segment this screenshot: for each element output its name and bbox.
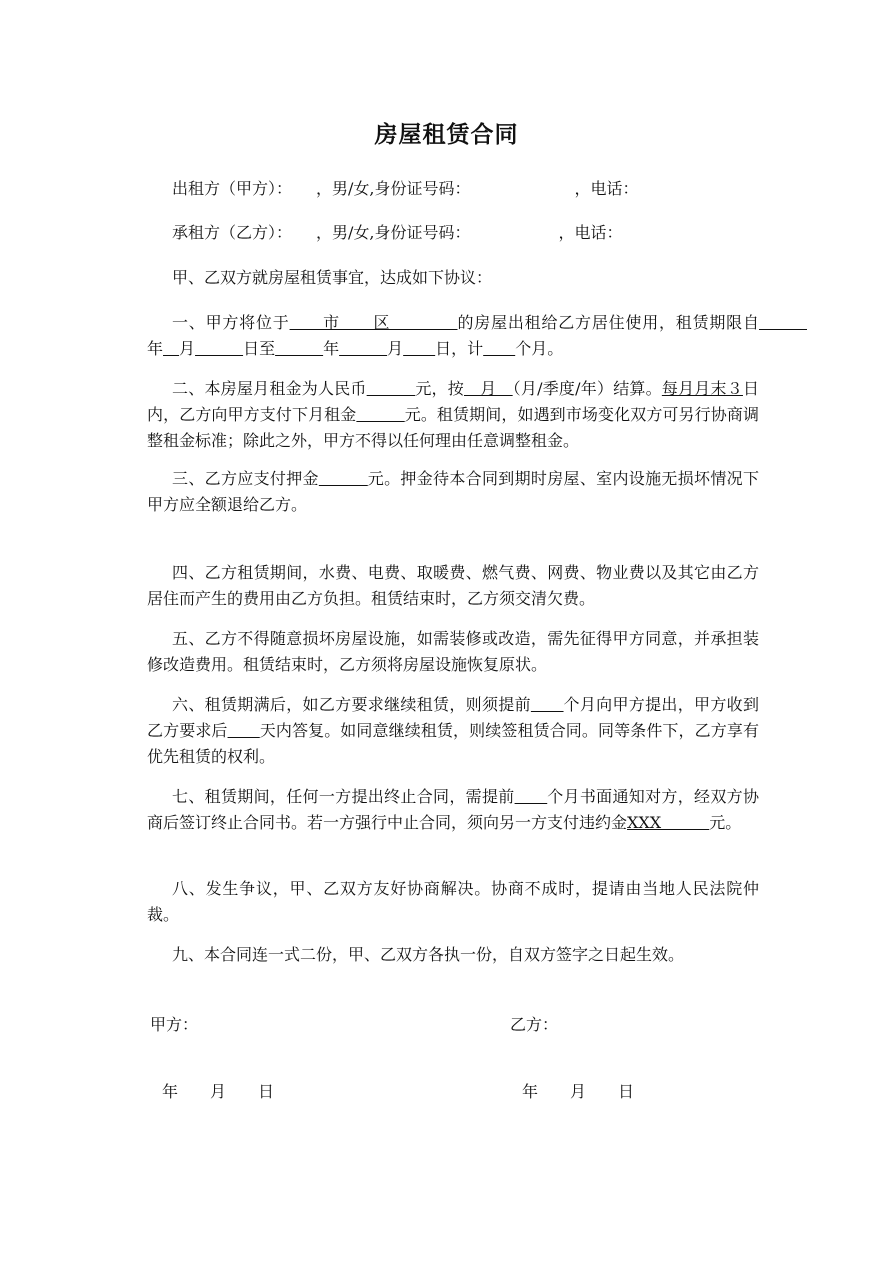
blank-end-month [339,339,387,358]
party-b-line: 承租方（乙方）： ，男/女,身份证号码： ，电话： [172,223,623,242]
blank-start-year [759,313,807,332]
document-title: 房屋租赁合同 [374,122,519,148]
blank-end-year [275,339,323,358]
clause-7: 七、租赁期间，任何一方提出终止合同，需提前 个月书面通知对方，经双方协商后签订终止合同书。若一方强行中止合同，须向另一方支付违约金XXX 元。 [147,787,759,832]
blank-notice-months [531,695,564,714]
blank-monthly-rent [367,379,416,398]
blank-total-months [483,339,515,358]
blank-location: 市 区 [289,313,458,332]
agreement-intro: 甲、乙双方就房屋租赁事宜，达成如下协议： [172,268,493,287]
clause-4: 四、乙方租赁期间，水费、电费、取暖费、燃气费、网费、物业费以及其它由乙方居住而产生的费用由乙方负担。租赁结束时，乙方须交清欠费。 [147,563,759,608]
blank-penalty: XXX [627,813,710,832]
blank-payment-period: 月 [463,379,513,398]
blank-deposit [319,469,368,488]
clause-3: 三、乙方应支付押金 元。押金待本合同到期时房屋、室内设施无损坏情况下甲方应全额退给乙方。 [147,469,759,514]
blank-end-day [403,339,435,358]
blank-start-day [195,339,243,358]
party-a-signature-label: 甲方： [150,1015,199,1034]
clause-5: 五、乙方不得随意损坏房屋设施，如需装修或改造，需先征得甲方同意，并承担装修改造费用。租赁结束时，乙方须将房屋设施恢复原状。 [147,629,759,674]
party-b-sign-date: 年 月 日 [522,1082,635,1101]
clause-9: 九、本合同连一式二份，甲、乙双方各执一份，自双方签字之日起生效。 [172,945,685,964]
blank-reply-days [228,721,260,740]
party-a-line: 出租方（甲方）： ，男/女,身份证号码： ，电话： [172,179,639,198]
party-a-sign-date: 年 月 日 [162,1082,275,1101]
clause-6: 六、租赁期满后，如乙方要求继续租赁，则须提前 个月向甲方提出，甲方收到乙方要求后 天内答复。如同意继续租赁，则续签租赁合同。同等条件下，乙方享有优先租赁的权利。 [147,695,759,766]
clause-8: 八、发生争议，甲、乙双方友好协商解决。协商不成时，提请由当地人民法院仲裁。 [147,879,759,924]
clause-2: 二、本房屋月租金为人民币 元，按 月 （月/季度/年）结算。每月月末３日内，乙方向甲方支付下月租金 元。租赁期间，如遇到市场变化双方可另行协商调整租金标准；除此之外，甲方不得以任何理由任意调整租金。 [147,379,759,450]
clause-1: 一、甲方将位于 市 区 的房屋出租给乙方居住使用，租赁期限自 年 月 日至 年 月 日，计 个月。 [147,310,759,362]
blank-termination-months [515,787,548,806]
blank-start-month [163,339,179,358]
party-b-signature-label: 乙方： [510,1015,559,1034]
blank-next-rent [356,405,404,424]
blank-due-date: 每月月末３ [661,379,743,398]
